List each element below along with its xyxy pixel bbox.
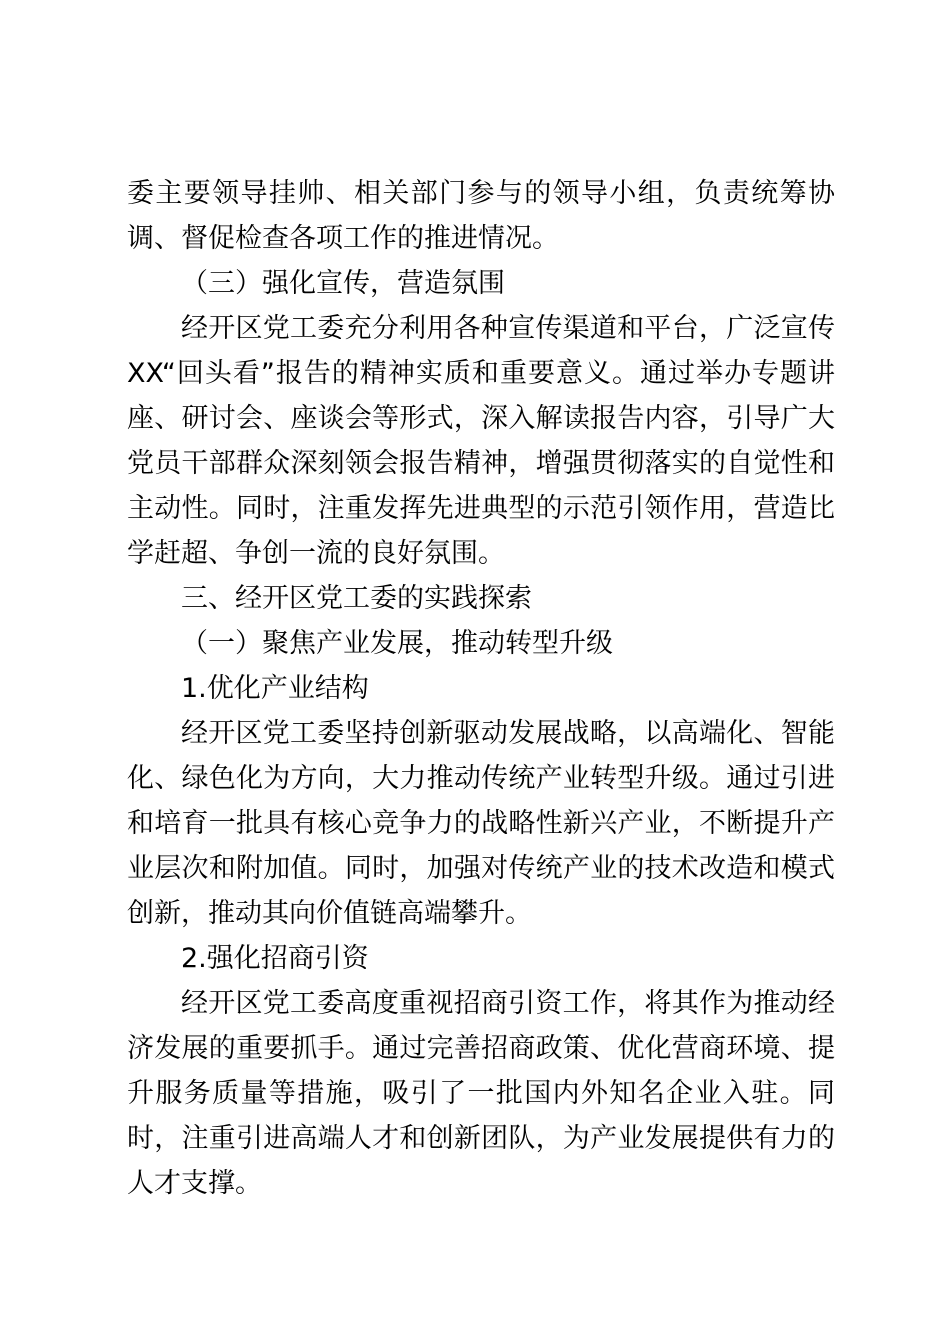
paragraph-investment: 经开区党工委高度重视招商引资工作，将其作为推动经济发展的重要抓手。通过完善招商政策、优化营商环境、提升服务质量等措施，吸引了一批国内外知名企业入驻。同时，注重引进高端人才和创新团队，为产业发展提供有力的人才支撑。 xyxy=(127,988,835,1199)
paragraph-publicity: 经开区党工委充分利用各种宣传渠道和平台，广泛宣传XX“回头看”报告的精神实质和重要意义。通过举办专题讲座、研讨会、座谈会等形式，深入解读报告内容，引导广大党员干部群众深刻领会报告精神，增强贯彻落实的自觉性和主动性。同时，注重发挥先进典型的示范引领作用，营造比学赶超、争创一流的良好氛围。 xyxy=(127,313,835,569)
subsection-heading-1: 1.优化产业结构 xyxy=(181,673,369,704)
subsection-heading-2: 2.强化招商引资 xyxy=(181,943,369,974)
section-heading-3: （三）强化宣传，营造氛围 xyxy=(181,268,505,299)
document-body xyxy=(127,171,835,1206)
section-heading-1: （一）聚焦产业发展，推动转型升级 xyxy=(181,628,613,659)
paragraph-continuation: 委主要领导挂帅、相关部门参与的领导小组，负责统筹协调、督促检查各项工作的推进情况。 xyxy=(127,178,835,254)
chapter-heading-3: 三、经开区党工委的实践探索 xyxy=(181,583,532,614)
paragraph-industry-structure: 经开区党工委坚持创新驱动发展战略，以高端化、智能化、绿色化为方向，大力推动传统产业转型升级。通过引进和培育一批具有核心竞争力的战略性新兴产业，不断提升产业层次和附加值。同时，加强对传统产业的技术改造和模式创新，推动其向价值链高端攀升。 xyxy=(127,718,835,929)
